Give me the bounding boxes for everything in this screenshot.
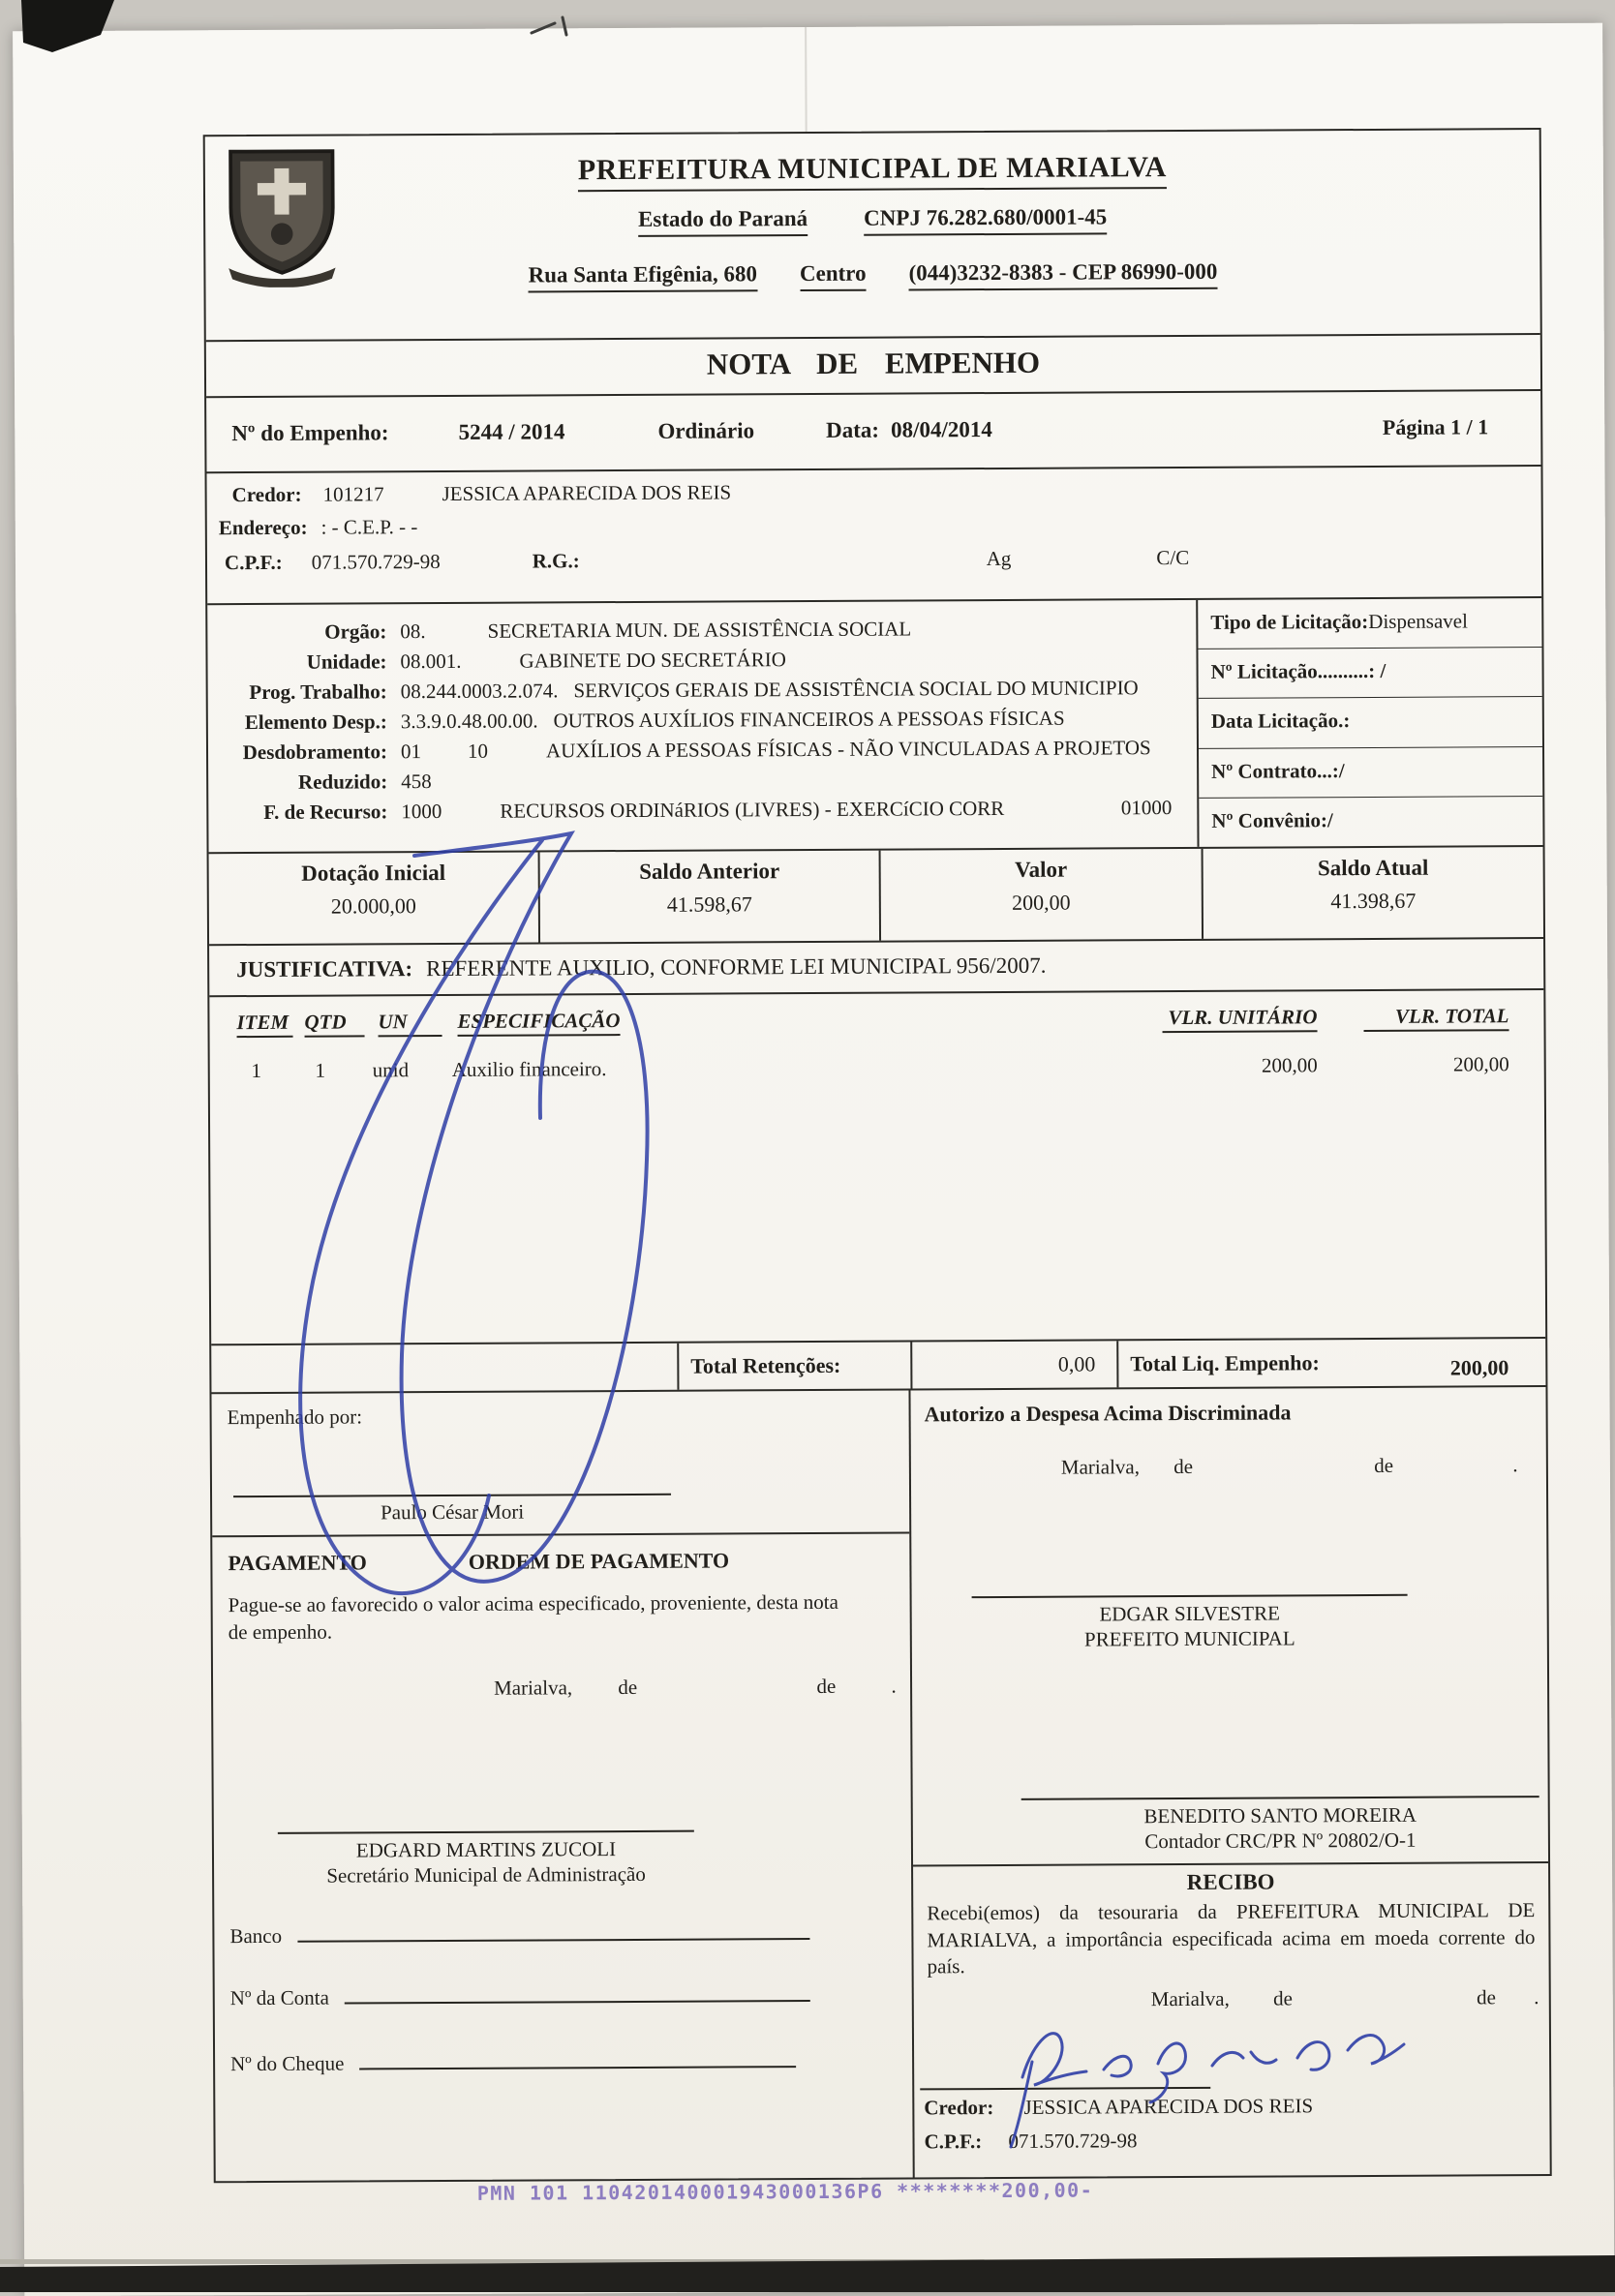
col-vlr-total-header: VLR. TOTAL	[1363, 1004, 1508, 1032]
item-row	[237, 1052, 1544, 1083]
orgao-code: 08.	[400, 619, 426, 644]
fonte-recurso-label: F. de Recurso:	[263, 800, 388, 824]
licitacao-numero-row: Nº Licitação..........: /	[1198, 648, 1541, 699]
account-field	[215, 1980, 912, 2011]
address-label: Endereço:	[218, 515, 308, 540]
valor-cell	[879, 849, 1202, 941]
unidade-line	[207, 646, 1196, 675]
item-unit: unid	[372, 1058, 410, 1082]
recibo-cpf-line	[914, 2117, 1549, 2154]
convenio-row: Nº Convênio:/	[1211, 807, 1333, 832]
orgao-line	[207, 616, 1196, 645]
empenho-number-row	[206, 391, 1540, 473]
desdobramento-label: Desdobramento:	[242, 740, 388, 765]
saldo-anterior-header: Saldo Anterior	[639, 859, 780, 884]
col-qtd-header: QTD	[304, 1010, 364, 1037]
licitacao-tipo-label: Tipo de Licitação:	[1210, 609, 1369, 634]
left-signature-column	[211, 1390, 914, 2181]
rg-label: R.G.:	[532, 549, 580, 573]
ordem-pagamento-label: ORDEM DE PAGAMENTO	[468, 1548, 730, 1574]
empenhado-signature-line	[233, 1494, 671, 1526]
accountant-title: Contador CRC/PR Nº 20802/O-1	[1144, 1828, 1417, 1853]
cpf-line	[219, 544, 1541, 575]
mayor-title: PREFEITO MUNICIPAL	[1083, 1626, 1295, 1651]
cheque-blank-line	[359, 2046, 796, 2069]
elemento-desc: OUTROS AUXÍLIOS FINANCEIROS A PESSOAS FÍSICAS	[553, 706, 1065, 733]
cnpj-value: CNPJ 76.282.680/0001-45	[864, 204, 1107, 235]
budget-classification-block	[207, 598, 1542, 854]
de-word: de	[1273, 1986, 1293, 2010]
classification-left	[207, 600, 1197, 852]
desdobramento-line	[208, 736, 1197, 765]
reduzido-label: Reduzido:	[297, 770, 388, 794]
period-mark: .	[891, 1674, 897, 1698]
recibo-title: RECIBO	[1186, 1869, 1275, 1894]
document-title: NOTA DE EMPENHO	[206, 335, 1540, 398]
bank-field	[214, 1918, 911, 1949]
saldo-atual-cell	[1202, 847, 1543, 939]
address-value: : - C.E.P. - -	[320, 515, 418, 539]
valor-value: 200,00	[1012, 890, 1071, 915]
item-number: 1	[251, 1058, 262, 1083]
contrato-row: Nº Contrato...:/	[1199, 747, 1542, 799]
col-un-header: UN	[378, 1010, 442, 1037]
item-unit-price: 200,00	[1261, 1053, 1318, 1077]
mayor-signature-line	[972, 1594, 1408, 1653]
account-blank-line	[345, 1980, 810, 2005]
creditor-code: 101217	[322, 482, 384, 506]
liquid-total-label: Total Liq. Empenho:	[1116, 1340, 1366, 1387]
account-label: C/C	[1156, 545, 1190, 570]
nota-empenho-form	[203, 128, 1552, 2183]
col-vlr-unitario-header: VLR. UNITÁRIO	[1162, 1005, 1317, 1033]
cpf-value: 071.570.729-98	[311, 550, 441, 574]
right-signature-column	[910, 1387, 1549, 2177]
period-mark: .	[1512, 1453, 1518, 1477]
date-label: Data:	[826, 417, 880, 442]
cheque-number-label: Nº do Cheque	[230, 2051, 345, 2076]
prog-trabalho-desc: SERVIÇOS GERAIS DE ASSISTÊNCIA SOCIAL DO MUNICIPIO	[573, 676, 1139, 703]
balance-table	[209, 847, 1543, 946]
address-line	[219, 509, 1541, 540]
state-label: Estado do Paraná	[638, 206, 808, 237]
elemento-code: 3.3.9.0.48.00.00.	[400, 709, 538, 734]
totals-row	[211, 1339, 1545, 1394]
payment-headers	[212, 1533, 909, 1576]
justification-text: REFERENTE AUXILIO, CONFORME LEI MUNICIPAL 956/2007.	[426, 952, 1047, 982]
recibo-cpf-value: 071.570.729-98	[1008, 2129, 1138, 2154]
fonte-recurso-desc: RECURSOS ORDINáRIOS (LIVRES) - EXERCíCIO CORR	[500, 796, 1005, 823]
licitacao-tipo-row	[1198, 598, 1541, 650]
prog-trabalho-line	[208, 676, 1197, 705]
creditor-line	[219, 476, 1541, 507]
city-label: Marialva,	[494, 1675, 573, 1700]
fonte-recurso-code: 1000	[401, 800, 442, 824]
items-header-spacer	[621, 1023, 1163, 1027]
de-word: de	[1374, 1453, 1394, 1477]
unidade-code: 08.001.	[400, 649, 462, 674]
cheque-field	[215, 2046, 912, 2077]
secretary-title: Secretário Municipal de Administração	[326, 1861, 646, 1888]
dotacao-header: Dotação Inicial	[301, 860, 446, 886]
agency-label: Ag	[986, 546, 1012, 571]
payment-date-line	[213, 1674, 910, 1702]
recibo-creditor-label: Credor:	[924, 2096, 994, 2120]
creditor-label: Credor:	[231, 482, 302, 507]
accountant-name: BENEDITO SANTO MOREIRA	[1143, 1802, 1417, 1828]
period-mark: .	[1534, 1985, 1539, 2009]
col-item-header: ITEM	[236, 1011, 292, 1038]
address-phone-cep: (044)3232-8383 - CEP 86990-000	[908, 259, 1217, 291]
municipality-title: PREFEITURA MUNICIPAL DE MARIALVA	[578, 151, 1167, 192]
empenhado-signer-name: Paulo César Mori	[380, 1499, 525, 1525]
page-indicator	[1383, 414, 1489, 440]
orgao-desc: SECRETARIA MUN. DE ASSISTÊNCIA SOCIAL	[487, 617, 912, 643]
account-number-label: Nº da Conta	[229, 1985, 329, 2010]
valor-header: Valor	[1015, 857, 1068, 882]
recibo-text: Recebi(emos) da tesouraria da PREFEITURA MUNICIPAL DE MARIALVA, a importância especificada acima em moeda corrente do país.	[927, 1898, 1536, 1979]
elemento-label: Elemento Desp.:	[244, 710, 387, 735]
creditor-name: JESSICA APARECIDA DOS REIS	[442, 480, 732, 505]
form-header	[205, 130, 1540, 342]
dot-matrix-footer: PMN 101 110420140001943000136P6 ********200,00-	[476, 2178, 1094, 2205]
empenho-number-value: 5244 / 2014	[458, 419, 565, 444]
fold-crease	[805, 27, 808, 134]
de-word: de	[1477, 1985, 1497, 2009]
address-street: Rua Santa Efigênia, 680	[528, 261, 757, 292]
payment-instruction-text: Pague-se ao favorecido o valor acima especificado, proveniente, desta nota de empenho.	[228, 1589, 838, 1645]
address-district: Centro	[800, 261, 867, 291]
city-label: Marialva,	[1150, 1986, 1230, 2011]
reduzido-line	[208, 766, 1197, 795]
pagamento-label: PAGAMENTO	[228, 1550, 367, 1576]
liquid-total-value: 200,00	[1449, 1354, 1509, 1380]
saldo-atual-value: 41.398,67	[1330, 888, 1417, 914]
saldo-anterior-value: 41.598,67	[666, 891, 752, 917]
unidade-desc: GABINETE DO SECRETÁRIO	[519, 648, 786, 673]
licitacao-tipo-value: Dispensavel	[1368, 609, 1468, 633]
fonte-recurso-code2: 01000	[1120, 796, 1173, 820]
creditor-block	[207, 467, 1542, 605]
municipality-crest-logo	[219, 144, 346, 288]
fonte-recurso-line	[208, 796, 1197, 825]
page-value: 1 / 1	[1450, 414, 1489, 439]
recibo-date-line	[914, 1985, 1549, 2012]
desdobramento-code2: 10	[467, 739, 489, 763]
items-table	[209, 990, 1545, 1345]
empenhado-por-label: Empenhado por:	[227, 1405, 363, 1430]
de-word: de	[816, 1674, 837, 1698]
licitacao-data-row: Data Licitação.:	[1199, 697, 1542, 748]
scanned-paper	[13, 23, 1614, 2296]
prog-trabalho-label: Prog. Trabalho:	[249, 680, 387, 705]
desdobramento-code1: 01	[400, 740, 422, 764]
recibo-creditor-name: JESSICA APARECIDA DOS REIS	[1023, 2094, 1314, 2120]
date-value: 08/04/2014	[890, 417, 992, 442]
desdobramento-desc: AUXÍLIOS A PESSOAS FÍSICAS - NÃO VINCULADAS A PROJETOS	[545, 736, 1151, 763]
dotacao-cell	[209, 852, 538, 944]
saldo-anterior-cell	[538, 851, 879, 943]
item-description: Auxilio financeiro.	[451, 1057, 607, 1081]
cpf-label: C.P.F.:	[224, 550, 283, 575]
justification-row	[209, 939, 1543, 997]
empenho-type: Ordinário	[657, 418, 755, 443]
retentions-label: Total Retenções:	[677, 1342, 910, 1389]
prog-trabalho-code: 08.244.0003.2.074.	[400, 679, 559, 704]
city-label: Marialva,	[1060, 1455, 1141, 1479]
creditor-signature-zone	[914, 2009, 1549, 2088]
orgao-label: Orgão:	[324, 619, 387, 644]
unidade-label: Unidade:	[306, 650, 387, 674]
items-header-row	[236, 1004, 1543, 1038]
recibo-creditor-line	[914, 2087, 1549, 2120]
justification-label: JUSTIFICATIVA:	[236, 956, 413, 982]
col-especificacao-header: ESPECIFICAÇÃO	[457, 1009, 620, 1037]
totals-empty-cell	[211, 1344, 677, 1393]
de-word: de	[618, 1675, 638, 1699]
recibo-cpf-label: C.P.F.:	[924, 2130, 983, 2154]
retentions-value: 0,00	[910, 1341, 1116, 1388]
saldo-atual-header: Saldo Atual	[1317, 855, 1429, 881]
dotacao-value: 20.000,00	[330, 893, 416, 919]
mayor-name: EDGAR SILVESTRE	[1099, 1601, 1280, 1626]
page-label: Página	[1382, 414, 1446, 439]
empenho-number-label: Nº do Empenho:	[231, 420, 389, 446]
authorize-expense-label: Autorizo a Despesa Acima Discriminada	[924, 1400, 1292, 1427]
secretary-name: EDGARD MARTINS ZUCOLI	[355, 1836, 617, 1862]
reduzido-value: 458	[401, 770, 432, 794]
item-total-price: 200,00	[1452, 1052, 1509, 1076]
bank-blank-line	[297, 1918, 809, 1943]
accountant-signature-line	[1021, 1796, 1539, 1855]
authorize-date-line	[911, 1453, 1546, 1480]
licitacao-column	[1196, 598, 1542, 847]
item-qty: 1	[315, 1058, 326, 1082]
secretary-signature-line	[278, 1829, 694, 1888]
bank-label: Banco	[229, 1924, 283, 1949]
de-word: de	[1173, 1454, 1194, 1479]
signatures-block	[211, 1387, 1549, 2181]
elemento-line	[208, 706, 1197, 735]
